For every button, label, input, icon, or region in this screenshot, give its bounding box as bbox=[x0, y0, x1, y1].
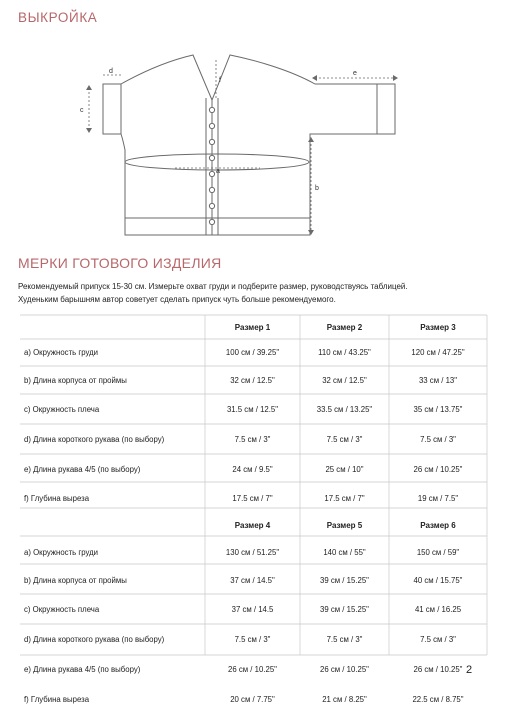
table-row: d) Длина короткого рукава (по выбору) 7.5 см / 3" 7.5 см / 3" 7.5 см / 3" bbox=[24, 434, 456, 444]
header-size-1: Размер 1 bbox=[234, 322, 271, 332]
table1-header bbox=[20, 315, 487, 339]
intro-line-1: Рекомендуемый припуск 15-30 см. Измерьте охват груди и подберите размер, руководствуясь таблицей. bbox=[18, 282, 408, 291]
table-row: b) Длина корпуса от проймы 37 см / 14.5" 39 см / 15.25" 40 см / 15.75" bbox=[24, 575, 463, 585]
table-row: c) Окружность плеча 31.5 см / 12.5" 33.5 см / 13.25" 35 см / 13.75" bbox=[24, 404, 463, 414]
table-row: a) Окружность груди 100 см / 39.25" 110 см / 43.25" 120 см / 47.25" bbox=[24, 348, 465, 357]
label-a: a bbox=[216, 168, 220, 175]
label-e: e bbox=[353, 70, 357, 77]
table-row: e) Длина рукава 4/5 (по выбору) 26 см / 10.25" 26 см / 10.25" 26 см / 10.25" bbox=[24, 664, 463, 674]
table2-header bbox=[20, 512, 487, 538]
page-number: 2 bbox=[466, 664, 473, 676]
label-b: b bbox=[315, 185, 319, 192]
header-size-4: Размер 4 bbox=[234, 520, 271, 530]
table-row: f) Глубина выреза 20 см / 7.75" 21 см / 8.25" 22.5 см / 8.75" bbox=[24, 695, 464, 704]
measurements-table bbox=[20, 315, 487, 715]
header-size-6: Размер 6 bbox=[420, 520, 456, 530]
page-title: ВЫКРОЙКА bbox=[18, 10, 98, 25]
header-size-2: Размер 2 bbox=[326, 322, 363, 332]
table-row: d) Длина короткого рукава (по выбору) 7.5 см / 3" 7.5 см / 3" 7.5 см / 3" bbox=[24, 634, 456, 644]
table-row: a) Окружность груди 130 см / 51.25" 140 см / 55" 150 см / 59" bbox=[24, 547, 460, 557]
header-size-3: Размер 3 bbox=[420, 322, 456, 332]
label-d: d bbox=[109, 68, 113, 75]
label-c: c bbox=[80, 107, 84, 114]
table-row: e) Длина рукава 4/5 (по выбору) 24 см / 9.5" 25 см / 10" 26 см / 10.25" bbox=[24, 464, 463, 474]
table-row: c) Окружность плеча 37 см / 14.5 39 см / 15.25" 41 см / 16.25 bbox=[24, 604, 462, 614]
header-size-5: Размер 5 bbox=[326, 520, 363, 530]
table-row: b) Длина корпуса от проймы 32 см / 12.5" 32 см / 12.5" 33 см / 13" bbox=[24, 375, 458, 385]
section-title: МЕРКИ ГОТОВОГО ИЗДЕЛИЯ bbox=[18, 255, 222, 271]
label-f: f bbox=[219, 77, 221, 84]
intro-line-2: Худеньким барышням автор советует сделать припуск чуть больше рекомендуемого. bbox=[18, 294, 336, 304]
table-row: f) Глубина выреза 17.5 см / 7" 17.5 см / 7" 19 см / 7.5" bbox=[24, 493, 459, 503]
